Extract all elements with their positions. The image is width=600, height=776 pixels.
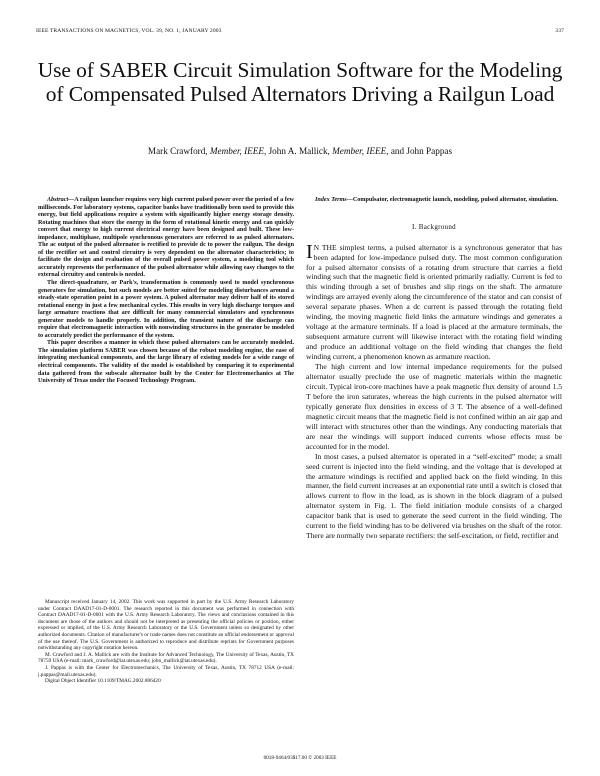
author-role: Member, IEEE	[209, 146, 264, 156]
index-terms-text: Compulsator, electromagnetic launch, modeling, pulsed alternator, simulation.	[352, 197, 558, 203]
copyright-footer: 0018-9464/03$17.00 © 2003 IEEE	[263, 755, 337, 761]
author-name: , John A. Mallick,	[264, 146, 333, 156]
body-paragraph	[306, 240, 562, 362]
journal-name: IEEE TRANSACTIONS ON MAGNETICS, VOL. 39, NO. 1, JANUARY 2003	[36, 28, 222, 34]
abstract-text: A railgun launcher requires very high current pulsed power over the period of a few milliseconds. For laboratory systems, capacitor banks have traditionally been used to provide this energy, but field applications require a system with significantly higher energy storage density. Rotating machines that store the energy in the form of rotational kinetic energy and can quickly convert that energy to high current electrical energy have been designed and built. These low-impedance, multiphase, multipole synchronous generators are referred to as pulsed alternators. The ac output of the pulsed alternator is rectified to provide dc to power the railgun. The design of the rectifier set and control circuitry is very dependent on the alternator characteristics; to facilitate the design and evaluation of the overall pulsed power system, a modeling tool which accurately represents the performance of the pulsed alternator while allowing easy changes to the external circuitry and controls is needed.	[38, 197, 294, 279]
abstract-paragraph: This paper describes a manner in which these pulsed alternators can be accurately modeled. The simulation platform SABER was chosen because of the robust modeling engine, the ease of integrating mechanical components, and the large library of existing models for a wide range of electrical components. The validity of the model is established by comparing it to experimental data gathered from the subscale alternator built by the Center for Electromechanics at The University of Texas under the Focused Technology Program.	[38, 340, 294, 385]
page-number: 337	[555, 28, 564, 34]
abstract-label: Abstract—	[47, 197, 75, 203]
abstract-paragraph: The direct-quadrature, or Park's, transformation is commonly used to model synchronous generators for simulation, but such models are better suited for modeling disturbances around a steady-state operation point in a power system. A pulsed alternator may deliver half of its stored rotational energy in just a few mechanical cycles. This results in very high discharge torques and large armature reactions that are difficult for many commercial simulators and synchronous generator models to handle properly. In addition, the transient nature of the discharge can require that electromagnetic interaction with nonwinding structures in the generator be modeled to accurately predict the performance of the system.	[38, 280, 294, 339]
author-role: Member, IEEE	[332, 146, 387, 156]
abstract	[38, 197, 294, 386]
body-text	[306, 240, 562, 542]
author-name: Mark Crawford,	[147, 146, 210, 156]
index-terms-label: Index Terms—	[315, 197, 353, 203]
footnote-doi: Digital Object Identifier 10.1109/TMAG.2002.806420	[45, 678, 161, 685]
paper-title: Use of SABER Circuit Simulation Software for the Modeling of Compensated Pulsed Alternators Driving a Railgun Load	[37, 58, 563, 106]
running-head	[36, 28, 564, 38]
footnote-affiliation: M. Crawford and J. A. Mallick are with the Institute for Advanced Technology, The University of Texas, Austin, TX 78759 USA (e-mail: mark_crawford@iat.utexas.edu; john_mallick@iat.utexas.edu).	[38, 651, 294, 665]
author-name: , and John Pappas	[386, 146, 453, 156]
body-paragraph-text: N THE simplest terms, a pulsed alternator is a synchronous generator that has been adapted for low-impedance pulsed duty. The most common configuration for a pulsed alternator consists of a rotating drum structure that carries a field winding such that the magnetic field is oriented primarily radially. Current is fed to this winding through a set of brushes and slip rings on the shaft. The armature windings are arrayed evenly along the circumference of the stator and can consist of several separate phases. When a dc current is passed through the rotating field winding, the moving magnetic field links the armature windings and generates a voltage at the armature terminals. If a load is placed at the armature terminals, the subsequent armature current will likewise interact with the rotating field winding and produce an additional voltage on the field winding that changes the field winding current, a phenomenon known as armature reaction.	[306, 242, 562, 362]
drop-cap: I	[306, 240, 313, 263]
author-line	[30, 146, 570, 156]
section-heading: I. Background	[412, 222, 456, 231]
right-column	[306, 197, 562, 541]
footnote-manuscript: Manuscript received January 14, 2002. This work was supported in part by the U.S. Army Research Laboratory under Contract DAAD17-01-D-0001. The research reported in this document was performed in connection with Contract DAAD17-01-D-0001 with the U.S. Army Research Laboratory. The views and conclusions contained in this document are those of the authors and should not be interpreted as presenting the official policies or position, either expressed or implied, of the U.S. Army Research Laboratory or the U.S. Government unless so designated by other authorized documents. Citation of manufacturer's or trade names does not constitute an official endorsement or approval of the use thereof. The U.S. Government is authorized to reproduce and distribute reprints for Government purposes notwithstanding any copyright notation hereon.	[38, 599, 294, 652]
body-paragraph: The high current and low internal impedance requirements for the pulsed alternator usually preclude the use of magnetic materials within the magnetic circuit. Typical iron-core machines have a peak magnetic flux density of around 1.5 T before the iron saturates, whereas the high currents in the pulsed alternator will typically generate flux densities in excess of 3 T. The absence of a well-defined magnetic circuit means that the magnetic field is not confined within an air gap and will interact with structures other than the windings. Any conducting materials that are near the windings will support induced currents whose effects must be accounted for in the model.	[306, 362, 562, 451]
footnotes	[38, 599, 294, 685]
index-terms	[306, 197, 562, 205]
abstract-paragraph	[38, 197, 294, 280]
body-paragraph: In most cases, a pulsed alternator is operated in a “self-excited” mode; a small seed current is injected into the field winding, and the voltage that is developed at the armature windings is rectified and applied back on the field winding. In this manner, the field current increases at an exponential rate until a switch is closed that allows current to flow in the load, as is shown in the block diagram of a pulsed alternator system in Fig. 1. The field initiation module consists of a charged capacitor bank that is used to generate the seed current in the field winding. The current to the field winding has to be delivered via brushes on the shaft of the rotor. There are normally two separate rectifiers: the self-excitation, or field, rectifier and	[306, 451, 562, 541]
footnote-affiliation: J. Pappas is with the Center for Electromechanics, The University of Texas, Austin, TX 78712 USA (e-mail: j.pappas@mail.utexas.edu).	[38, 664, 294, 678]
